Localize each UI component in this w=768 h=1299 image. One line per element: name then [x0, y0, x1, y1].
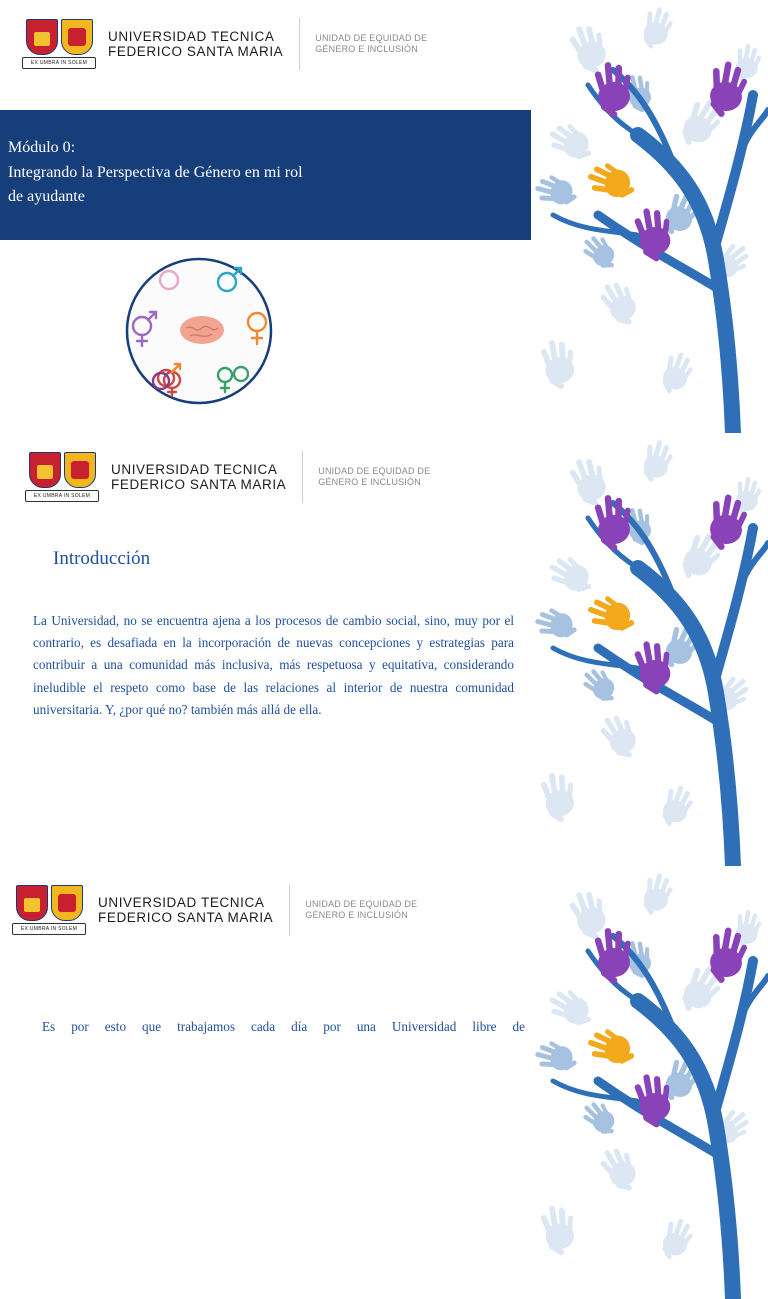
motto-ribbon: EX UMBRA IN SOLEM: [25, 490, 99, 502]
slide-2: [0, 433, 768, 866]
module-title-line2: Integrando la Perspectiva de Género en mi rol: [8, 163, 303, 181]
unit-name-line2: GÉNERO E INCLUSIÓN: [305, 910, 408, 920]
unit-name-line2: GÉNERO E INCLUSIÓN: [315, 44, 418, 54]
university-name-line1: UNIVERSIDAD TECNICA: [98, 895, 265, 910]
university-crest-icon: [12, 885, 86, 935]
university-name-line1: UNIVERSIDAD TECNICA: [111, 462, 278, 477]
motto-ribbon: EX UMBRA IN SOLEM: [12, 923, 86, 935]
university-name: [108, 29, 283, 59]
header-divider: [289, 884, 290, 936]
title-band: [0, 110, 531, 240]
unit-name: [315, 33, 427, 55]
slide-header: [22, 18, 427, 70]
module-title-line3: de ayudante: [8, 188, 85, 205]
unit-name-line1: UNIDAD DE EQUIDAD DE: [318, 466, 431, 476]
unit-name: [305, 899, 417, 921]
module-title-line1: Módulo 0:: [8, 139, 76, 156]
header-divider: [302, 451, 303, 503]
university-crest-icon: [22, 19, 96, 69]
university-name-line2: FEDERICO SANTA MARIA: [111, 477, 287, 492]
unit-name-line2: GÉNERO E INCLUSIÓN: [318, 477, 421, 487]
slide-header: [25, 451, 430, 503]
header-divider: [299, 18, 300, 70]
unit-name: [318, 466, 430, 488]
university-name-line2: FEDERICO SANTA MARIA: [108, 44, 284, 59]
university-name-line1: UNIVERSIDAD TECNICA: [108, 29, 275, 44]
handprint-tree-icon: [528, 0, 768, 433]
unit-name-line1: UNIDAD DE EQUIDAD DE: [305, 899, 418, 909]
motto-ribbon: EX UMBRA IN SOLEM: [22, 57, 96, 69]
university-name-line2: FEDERICO SANTA MARIA: [98, 910, 274, 925]
slide-1: [0, 0, 768, 433]
intro-paragraph: La Universidad, no se encuentra ajena a los procesos de cambio social, sino, muy por el contrario, es desafiada en la incorporación de nuevas concepciones y estrategias para contribuir a una comunidad más inclusiva, más respetuosa y equitativa, considerando ineludible el respeto como base de las relaciones al interior de nuestra comunidad universitaria. Y, ¿por qué no? también más allá de ella.: [33, 613, 514, 717]
handprint-tree-icon: [528, 433, 768, 866]
unit-name-line1: UNIDAD DE EQUIDAD DE: [315, 33, 428, 43]
university-name: [111, 462, 286, 492]
brain-icon: [180, 316, 224, 344]
slide-3: [0, 866, 768, 1034]
partial-paragraph: Es por esto que trabajamos cada día por una Universidad libre de: [42, 1019, 525, 1034]
gender-symbols-circle-icon: [124, 258, 274, 408]
section-heading: Introducción: [53, 548, 151, 569]
slide-header: [12, 884, 417, 936]
handprint-tree-icon: [528, 866, 768, 1299]
university-name: [98, 895, 273, 925]
university-crest-icon: [25, 452, 99, 502]
